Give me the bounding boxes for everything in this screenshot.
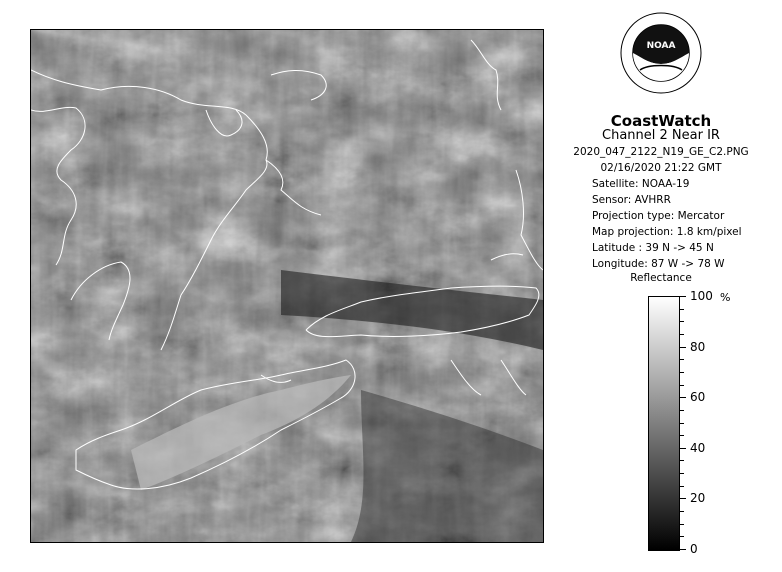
colorbar-tick-label: 80	[690, 339, 706, 354]
legend-title: Reflectance	[630, 272, 692, 284]
map-projection: Map projection: 1.8 km/pixel	[592, 226, 742, 238]
colorbar-tick	[680, 359, 684, 360]
colorbar-tick	[680, 536, 684, 537]
colorbar-tick-label: 100	[690, 289, 713, 303]
colorbar-tick	[680, 321, 684, 322]
colorbar-tick	[680, 460, 684, 461]
satellite: Satellite: NOAA-19	[592, 178, 690, 190]
colorbar-tick	[680, 498, 686, 499]
channel-subtitle: Channel 2 Near IR	[602, 128, 720, 143]
projection-type: Projection type: Mercator	[592, 210, 725, 222]
colorbar-tick-label: 20	[690, 491, 706, 506]
longitude: Longitude: 87 W -> 78 W	[592, 258, 725, 270]
satellite-image	[30, 29, 544, 543]
filename: 2020_047_2122_N19_GE_C2.PNG	[573, 146, 749, 158]
colorbar-tick	[680, 435, 684, 436]
colorbar-tick	[680, 296, 686, 297]
logo-text: NOAA	[646, 41, 676, 51]
datetime: 02/16/2020 21:22 GMT	[600, 162, 722, 174]
colorbar-tick-label: 40	[690, 440, 706, 455]
colorbar-tick	[680, 397, 686, 398]
colorbar-tick	[680, 372, 684, 373]
colorbar-tick	[680, 486, 684, 487]
colorbar-tick	[680, 524, 684, 525]
colorbar-tick	[680, 334, 684, 335]
colorbar-tick	[680, 347, 686, 348]
colorbar-tick	[680, 410, 684, 411]
info-panel	[560, 0, 782, 572]
colorbar-tick-label: 60	[690, 390, 706, 405]
noaa-logo	[620, 12, 702, 94]
colorbar-tick	[680, 549, 686, 550]
colorbar-tick	[680, 385, 684, 386]
colorbar-tick	[680, 473, 684, 474]
colorbar-tick	[680, 511, 684, 512]
product-title: CoastWatch	[610, 112, 712, 130]
colorbar-tick	[680, 309, 684, 310]
colorbar-tick	[680, 423, 684, 424]
legend-unit: %	[720, 291, 731, 304]
sensor: Sensor: AVHRR	[592, 194, 671, 206]
colorbar-tick	[680, 448, 686, 449]
colorbar-tick-label: 0	[690, 542, 698, 556]
reflectance-colorbar	[648, 296, 680, 551]
latitude: Latitude : 39 N -> 45 N	[592, 242, 714, 254]
